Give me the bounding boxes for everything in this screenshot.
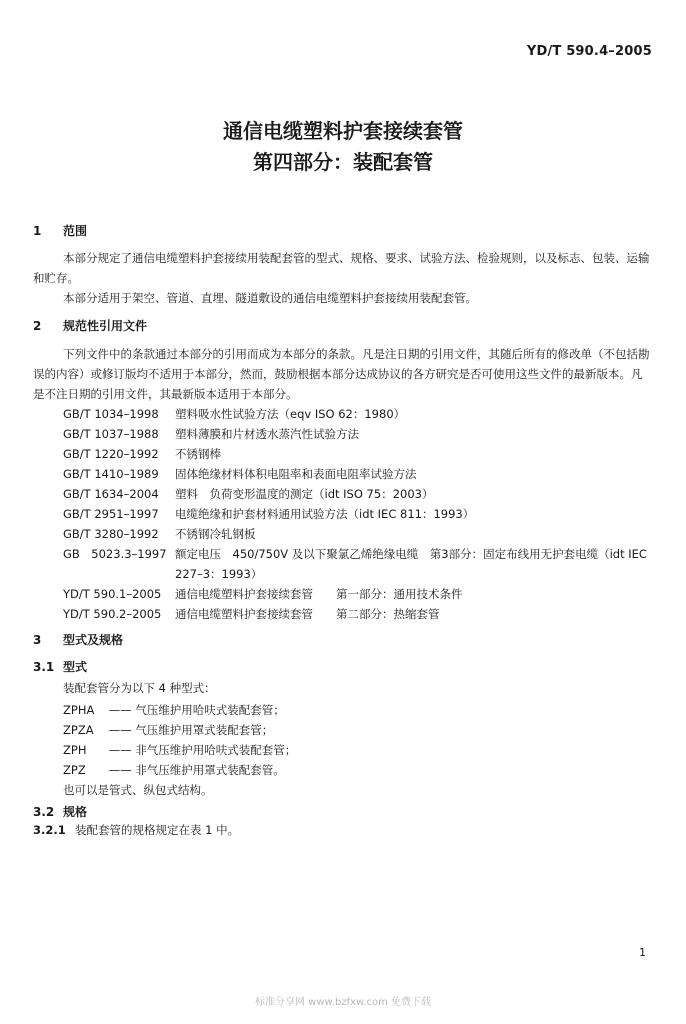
section-number: 3.1: [33, 660, 55, 674]
type-dash: ——: [108, 763, 132, 777]
reference-name: 额定电压 450/750V 及以下聚氯乙烯绝缘电缆 第3部分：固定布线用无护套电缆（idt IEC 227–3：1993）: [175, 547, 647, 581]
document-title: 通信电缆塑料护套接续套管: [223, 119, 463, 143]
section-number: 2: [33, 319, 42, 333]
type-code: ZPZA: [63, 723, 94, 737]
type-description: 非气压维护用罩式装配套管。: [135, 763, 285, 777]
section-1-paragraph-1: 本部分规定了通信电缆塑料护套接续用装配套管的型式、规格、要求、试验方法、检验规则，以及标志、包装、运输和贮存。: [33, 251, 650, 285]
reference-code: GB/T 1037–1988: [63, 427, 159, 441]
reference-name: 塑料吸水性试验方法（eqv ISO 62：1980）: [175, 407, 406, 421]
reference-item: [63, 444, 663, 464]
type-description: 气压维护用罩式装配套管；: [135, 723, 274, 737]
standard-code: YD/T 590.4–2005: [526, 44, 652, 59]
types-note: 也可以是管式、纵包式结构。: [63, 783, 213, 797]
reference-name: 不锈钢棒: [175, 447, 221, 461]
reference-code: GB 5023.3–1997: [63, 547, 167, 561]
reference-name: 电缆绝缘和护套材料通用试验方法（idt IEC 811：1993）: [175, 507, 475, 521]
reference-name: 固体绝缘材料体积电阻率和表面电阻率试验方法: [175, 467, 417, 481]
footer-watermark: 标准分享网 www.bzfxw.com 免费下载: [255, 997, 431, 1008]
section-number: 3.2: [33, 805, 55, 819]
section-1-paragraph-2: 本部分适用于架空、管道、直埋、隧道敷设的通信电缆塑料护套接续用装配套管。: [63, 291, 477, 305]
reference-item: [63, 504, 663, 524]
reference-item: [63, 464, 663, 484]
reference-item: [63, 424, 663, 444]
reference-item: [63, 484, 663, 504]
types-intro: 装配套管分为以下 4 种型式：: [63, 681, 216, 695]
reference-code: GB/T 1634–2004: [63, 487, 159, 501]
section-title: 型式及规格: [63, 633, 124, 647]
reference-code: GB/T 2951–1997: [63, 507, 159, 521]
type-item: [63, 742, 296, 758]
type-code: ZPH: [63, 743, 87, 757]
document-subtitle: 第四部分：装配套管: [253, 150, 433, 174]
type-description: 非气压维护用哈呋式装配套管；: [135, 743, 297, 757]
reference-item: [63, 544, 663, 584]
type-item: [63, 702, 285, 718]
reference-item: [63, 604, 663, 624]
section-title: 规范性引用文件: [63, 319, 148, 333]
type-code: ZPHA: [63, 703, 95, 717]
reference-item: [63, 524, 663, 544]
clause-number: 3.2.1: [33, 823, 66, 837]
reference-name: 通信电缆塑料护套接续套管 第一部分：通用技术条件: [175, 587, 463, 601]
section-3-1-heading: [33, 658, 87, 675]
reference-item: [63, 584, 663, 604]
clause-3-2-1: [33, 820, 239, 840]
reference-code: YD/T 590.2–2005: [63, 607, 162, 621]
section-number: 1: [33, 224, 42, 238]
section-2-intro: 下列文件中的条款通过本部分的引用而成为本部分的条款。凡是注日期的引用文件，其随后所有的修改单（不包括勘误的内容）或修订版均不适用于本部分，然而，鼓励根据本部分达成协议的各方研究是否可使用这些文件的最新版本。凡是不注日期的引用文件，其最新版本适用于本部分。: [33, 347, 650, 401]
reference-list: [63, 404, 663, 624]
reference-code: GB/T 1220–1992: [63, 447, 159, 461]
reference-name: 不锈钢冷轧钢板: [175, 527, 256, 541]
page-number: 1: [639, 946, 646, 959]
type-dash: ——: [108, 723, 132, 737]
section-1-heading: [33, 222, 87, 239]
section-number: 3: [33, 633, 42, 647]
reference-name: 塑料 负荷变形温度的测定（idt ISO 75：2003）: [175, 487, 434, 501]
section-2-heading: [33, 317, 147, 334]
type-item: [63, 762, 285, 778]
section-title: 规格: [63, 805, 88, 819]
type-dash: ——: [108, 743, 132, 757]
reference-name: 塑料薄膜和片材透水蒸汽性试验方法: [175, 427, 359, 441]
reference-item: [63, 404, 663, 424]
section-3-2-heading: [33, 803, 87, 820]
section-3-heading: [33, 631, 123, 648]
section-title: 型式: [63, 660, 88, 674]
reference-code: GB/T 1410–1989: [63, 467, 159, 481]
type-item: [63, 722, 273, 738]
reference-name: 通信电缆塑料护套接续套管 第二部分：热缩套管: [175, 607, 440, 621]
reference-code: GB/T 1034–1998: [63, 407, 159, 421]
section-title: 范围: [63, 224, 88, 238]
reference-code: YD/T 590.1–2005: [63, 587, 162, 601]
type-dash: ——: [108, 703, 132, 717]
type-code: ZPZ: [63, 763, 86, 777]
type-description: 气压维护用哈呋式装配套管；: [135, 703, 285, 717]
reference-code: GB/T 3280–1992: [63, 527, 159, 541]
clause-text: 装配套管的规格规定在表 1 中。: [75, 823, 240, 837]
